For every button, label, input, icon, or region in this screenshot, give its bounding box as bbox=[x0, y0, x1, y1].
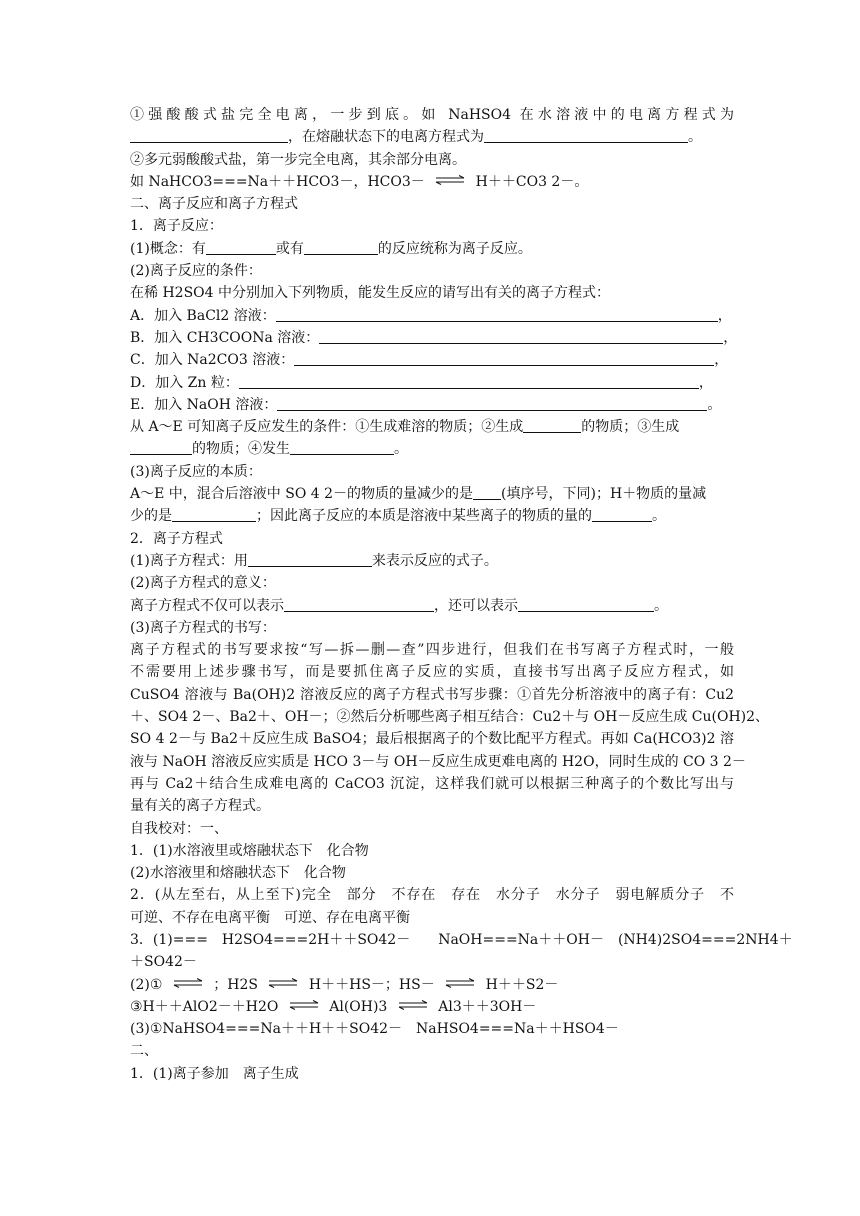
text-span: C．加入 Na2CO3 溶液： bbox=[130, 352, 295, 369]
text-span: ，在熔融状态下的电离方程式为 bbox=[288, 129, 484, 146]
text-span: 的物质；④发生 bbox=[192, 441, 290, 458]
text-span: ， bbox=[698, 374, 713, 391]
text-line: 2．(从左至右，从上至下)完全 部分 不存在 存在 水分子 水分子 弱电解质分子 不 bbox=[130, 887, 734, 904]
text-span: E．加入 NaOH 溶液： bbox=[130, 396, 278, 413]
text-span: ， bbox=[717, 307, 732, 324]
text-span: 来表示反应的式子。 bbox=[371, 552, 498, 569]
text-line bbox=[130, 483, 734, 505]
text-span: (填序号，下同)；H＋物质的量减 bbox=[501, 486, 707, 503]
text-span: H＋＋HS－；HS－ bbox=[308, 976, 435, 993]
text-span: ；因此离子反应的本质是溶液中某些离子的物质的量的 bbox=[256, 508, 592, 525]
text-span: ；H2S bbox=[213, 976, 259, 993]
text-line: (3)离子反应的本质： bbox=[130, 463, 262, 480]
text-line: 自我校对：一、 bbox=[130, 820, 228, 837]
answer-blank[interactable] bbox=[290, 440, 394, 455]
answer-blank[interactable] bbox=[277, 396, 707, 411]
text-line: 再与 Ca2＋结合生成难电离的 CaCO3 沉淀，这样我们就可以根据三种离子的个数比写出与 bbox=[130, 775, 734, 792]
text-line bbox=[130, 996, 734, 1018]
text-line bbox=[130, 327, 738, 349]
text-span: 离子方程式不仅可以表示 bbox=[130, 597, 284, 614]
text-span: 。 bbox=[394, 441, 408, 458]
section-heading: 二、离子反应和离子方程式 bbox=[130, 196, 298, 213]
text-line: 二、 bbox=[130, 1043, 158, 1060]
text-line: 量有关的离子方程式。 bbox=[130, 798, 270, 815]
answer-blank[interactable] bbox=[239, 374, 699, 389]
text-line: ＋、SO4 2－、Ba2＋、OH－；②然后分析哪些离子相互结合：Cu2＋与 OH－反应生成 Cu(OH)2、 bbox=[130, 709, 770, 726]
text-line: (2)离子方程式的意义： bbox=[130, 575, 276, 592]
text-span: (1)概念：有 bbox=[130, 240, 206, 257]
text-span: Al(OH)3 bbox=[329, 998, 388, 1015]
text-line bbox=[130, 238, 734, 260]
text-line: ＋SO42－ bbox=[130, 954, 197, 971]
text-line: 在稀 H2SO4 中分别加入下列物质，能发生反应的请写出有关的离子方程式： bbox=[130, 285, 610, 302]
text-span: 少的是 bbox=[130, 508, 172, 525]
reversible-arrow-icon bbox=[289, 1000, 319, 1010]
text-line bbox=[130, 550, 734, 572]
text-span: 。 bbox=[652, 508, 666, 525]
text-line bbox=[130, 438, 734, 460]
text-line: 1．(1)离子参加 离子生成 bbox=[130, 1065, 299, 1082]
text-span: A～E 中，混合后溶液中 SO 4 2－的物质的量减少的是 bbox=[130, 486, 474, 503]
text-span: Al3＋＋3OH－ bbox=[438, 998, 537, 1015]
text-span: ③H＋＋AlO2－＋H2O bbox=[130, 998, 279, 1015]
answer-blank[interactable] bbox=[248, 552, 372, 567]
answer-blank[interactable] bbox=[518, 597, 654, 612]
answer-blank[interactable] bbox=[304, 240, 378, 255]
text-span: 。 bbox=[688, 129, 702, 146]
answer-blank[interactable] bbox=[294, 351, 714, 366]
text-span: B．加入 CH3COONa 溶液： bbox=[130, 329, 320, 346]
text-line: ②多元弱酸酸式盐，第一步完全电离，其余部分电离。 bbox=[130, 151, 466, 168]
text-line: 3．(1)=== H2SO4===2H＋＋SO42－ NaOH===Na＋＋OH－ (NH4)2SO4===2NH4＋ bbox=[130, 931, 793, 948]
text-line bbox=[130, 305, 734, 327]
text-line: CuSO4 溶液与 Ba(OH)2 溶液反应的离子方程式书写步骤：①首先分析溶液中的离子有：Cu2 bbox=[130, 686, 734, 703]
text-line: (2)离子反应的条件： bbox=[130, 263, 262, 280]
reversible-arrow-icon bbox=[268, 978, 298, 988]
text-line bbox=[130, 171, 734, 193]
text-line bbox=[130, 394, 734, 416]
text-span: H＋＋CO3 2－。 bbox=[475, 173, 589, 190]
reversible-arrow-icon bbox=[173, 978, 203, 988]
answer-blank[interactable] bbox=[130, 440, 192, 455]
answer-blank[interactable] bbox=[130, 128, 288, 143]
reversible-arrow-icon bbox=[435, 175, 465, 185]
answer-blank[interactable] bbox=[523, 418, 581, 433]
text-line bbox=[130, 416, 734, 438]
text-span: ， bbox=[714, 352, 729, 369]
text-line: SO 4 2－与 Ba2＋反应生成 BaSO4；最后根据离子的个数比配平方程式。再如 Ca(HCO3)2 溶 bbox=[130, 731, 734, 748]
text-line bbox=[130, 595, 734, 617]
text-line: 1．(1)水溶液里或熔融状态下 化合物 bbox=[130, 842, 369, 859]
text-span: 从 A～E 可知离子反应发生的条件：①生成难溶的物质；②生成 bbox=[130, 419, 524, 436]
reversible-arrow-icon bbox=[445, 978, 475, 988]
answer-blank[interactable] bbox=[473, 485, 501, 500]
answer-blank[interactable] bbox=[592, 507, 652, 522]
answer-blank[interactable] bbox=[206, 240, 276, 255]
document-page bbox=[130, 104, 793, 1085]
text-span: A．加入 BaCl2 溶液： bbox=[130, 307, 276, 324]
reversible-arrow-icon bbox=[398, 1000, 428, 1010]
text-line: 可逆、不存在电离平衡 可逆、存在电离平衡 bbox=[130, 909, 410, 926]
text-line: (3)①NaHSO4===Na＋＋H＋＋SO42－ NaHSO4===Na＋＋HSO4－ bbox=[130, 1021, 619, 1038]
text-line: (2)水溶液里和熔融状态下 化合物 bbox=[130, 865, 346, 882]
text-span: 的反应统称为离子反应。 bbox=[377, 240, 532, 257]
text-line: ①强酸酸式盐完全电离，一步到底。如 NaHSO4 在水溶液中的电离方程式为 bbox=[130, 107, 734, 123]
answer-blank[interactable] bbox=[172, 507, 256, 522]
text-span: D．加入 Zn 粒： bbox=[130, 374, 239, 391]
text-line bbox=[130, 372, 734, 394]
text-span: ， bbox=[723, 329, 738, 346]
text-line: (3)离子方程式的书写： bbox=[130, 619, 276, 636]
text-span: (2)① bbox=[130, 976, 163, 993]
text-line: 2．离子方程式 bbox=[130, 530, 223, 547]
text-line: 不需要用上述步骤书写，而是要抓住离子反应的实质，直接书写出离子反应方程式，如 bbox=[130, 664, 734, 681]
text-line bbox=[130, 505, 734, 527]
text-span: 的物质；③生成 bbox=[581, 419, 680, 436]
text-line bbox=[130, 349, 734, 371]
text-line: 1．离子反应： bbox=[130, 218, 223, 235]
text-span: ，还可以表示 bbox=[434, 597, 518, 614]
answer-blank[interactable] bbox=[276, 307, 718, 322]
text-span: 或有 bbox=[275, 240, 304, 257]
text-span: (1)离子方程式：用 bbox=[130, 552, 248, 569]
text-line bbox=[130, 126, 734, 148]
text-line: 液与 NaOH 溶液反应实质是 HCO 3－与 OH－反应生成更难电离的 H2O，同时生成的 CO 3 2－ bbox=[130, 753, 746, 770]
text-span: 。 bbox=[707, 396, 722, 413]
text-span: 如 NaHCO3===Na＋＋HCO3－，HCO3－ bbox=[130, 173, 425, 190]
text-span: 。 bbox=[654, 597, 668, 614]
answer-blank[interactable] bbox=[319, 329, 723, 344]
answer-blank[interactable] bbox=[284, 597, 434, 612]
answer-blank[interactable] bbox=[484, 128, 688, 143]
text-span: H＋＋S2－ bbox=[485, 976, 559, 993]
text-line: 离子方程式的书写要求按“写—拆—删—查”四步进行，但我们在书写离子方程式时，一般 bbox=[130, 642, 734, 659]
text-line bbox=[130, 974, 734, 996]
